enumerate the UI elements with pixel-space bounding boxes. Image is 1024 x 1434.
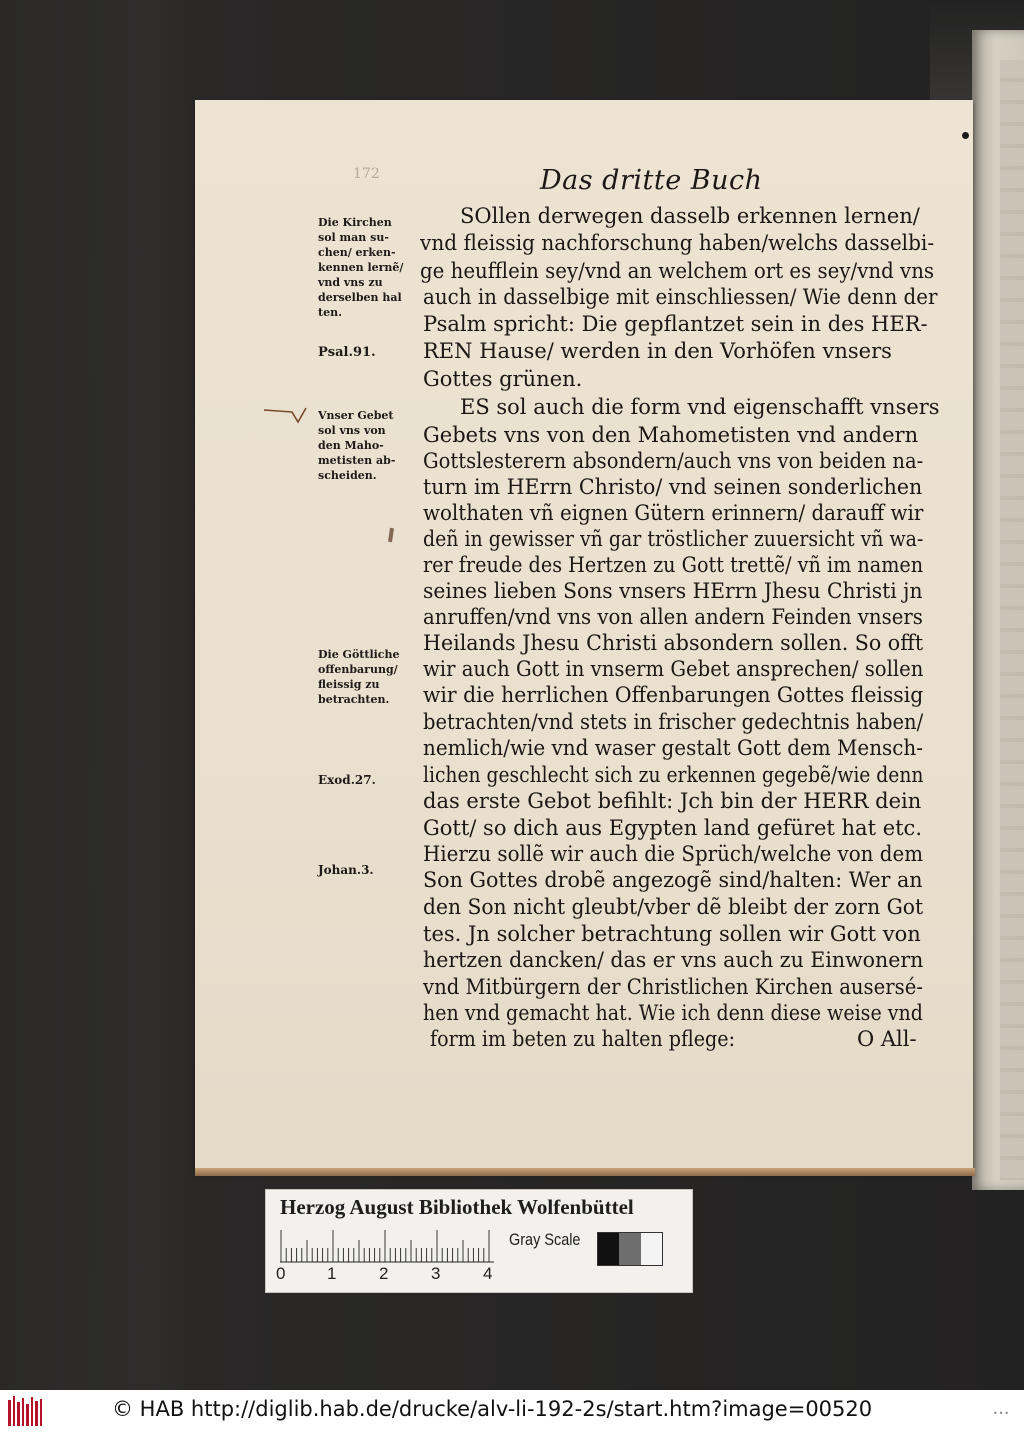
margin-note-line: Die Göttliche <box>318 648 400 661</box>
margin-note-line: kennen lernẽ/ <box>318 261 404 274</box>
pen-check-icon <box>262 402 320 426</box>
gray-patch-light <box>641 1233 662 1265</box>
body-line: vnd Mitbürgern der Christlichen Kirchen ausersé- <box>423 975 923 999</box>
body-line: ge heufflein sey/vnd an welchem ort es sey/vnd vns <box>420 259 935 283</box>
ruler-number: 4 <box>483 1264 493 1283</box>
margin-note-line: betrachten. <box>318 693 390 706</box>
margin-note-line: chen/ erken- <box>318 246 396 259</box>
body-line: lichen geschlecht sich zu erkennen gegebẽ/wie denn <box>423 763 924 787</box>
body-line: vnd fleissig nachforschung haben/welchs dasselbi- <box>420 231 935 255</box>
margin-note-line: scheiden. <box>318 469 377 482</box>
hab-barcode-logo-icon <box>6 1394 46 1430</box>
margin-note-line: den Maho- <box>318 439 384 452</box>
margin-note-line: fleissig zu <box>318 678 380 691</box>
gray-patch-mid <box>619 1233 640 1265</box>
gray-scale-label: Gray Scale <box>509 1230 581 1249</box>
body-line: form im beten zu halten pflege: <box>430 1027 736 1051</box>
body-line: wolthaten vñ eignen Gütern erinnern/ darauff wir <box>423 501 924 525</box>
gray-patch-dark <box>598 1233 619 1265</box>
folio-number: 172 <box>353 166 380 182</box>
body-line: turn im HErrn Christo/ vnd seinen sonderlichen <box>423 475 923 499</box>
body-line: betrachten/vnd stets in frischer gedechtnis haben/ <box>423 710 924 734</box>
body-line: wir die herrlichen Offenbarungen Gottes fleissig <box>423 683 924 707</box>
margin-note-line: sol man su- <box>318 231 389 244</box>
facing-page-text-strip <box>1000 60 1024 1180</box>
body-line: hertzen dancken/ das er vns auch zu Einwonern <box>423 948 924 972</box>
body-line: Heilands Jhesu Christi absondern sollen. So offt <box>423 631 924 655</box>
body-line: Gottslesterern absondern/auch vns von beiden na- <box>423 449 924 473</box>
body-line: ES sol auch die form vnd eigenschafft vnsers <box>460 395 940 419</box>
page-dot <box>962 132 969 139</box>
margin-note-line: Vnser Gebet <box>318 409 394 422</box>
body-line: O All- <box>857 1027 917 1051</box>
gray-scale-patches <box>597 1232 663 1266</box>
body-line: das erste Gebot befihlt: Jch bin der HERR dein <box>423 789 922 813</box>
body-line: Psalm spricht: Die gepflantzet sein in des HER- <box>423 312 928 336</box>
ruler-number: 0 <box>276 1264 286 1283</box>
body-line: anruffen/vnd vns von allen andern Feinden vnsers <box>423 605 923 629</box>
scale-card-title: Herzog August Bibliothek Wolfenbüttel <box>280 1195 634 1219</box>
body-line: tes. Jn solcher betrachtung sollen wir Gott von <box>423 922 921 946</box>
body-line: Gott/ so dich aus Egypten land gefüret hat etc. <box>423 816 922 840</box>
body-line: den Son nicht gleubt/vber dẽ bleibt der zorn Got <box>423 895 924 919</box>
body-line: hen vnd gemacht hat. Wie ich denn diese weise vnd <box>423 1001 923 1025</box>
margin-note-line: Exod.27. <box>318 773 376 787</box>
body-line: REN Hause/ werden in den Vorhöfen vnsers <box>423 339 892 363</box>
body-line: rer freude des Hertzen zu Gott trettẽ/ vñ im namen <box>423 553 924 577</box>
ruler-icon <box>280 1228 505 1264</box>
margin-note-line: offenbarung/ <box>318 663 398 676</box>
color-scale-card <box>265 1189 693 1293</box>
body-line: wir auch Gott in vnserm Gebet ansprechen/ sollen <box>423 657 924 681</box>
ruler-number: 1 <box>327 1264 337 1283</box>
body-line: Gebets vns von den Mahometisten vnd andern <box>423 423 919 447</box>
margin-note-line: metisten ab- <box>318 454 396 467</box>
running-head: Das dritte Buch <box>540 165 763 196</box>
margin-note-line: ten. <box>318 306 342 319</box>
body-line: Son Gottes drobẽ angezogẽ sind/halten: Wer an <box>423 868 923 892</box>
footer-menu-dots-icon[interactable]: ••• <box>992 1409 1010 1418</box>
body-line: Gottes grünen. <box>423 367 583 391</box>
body-line: Hierzu sollẽ wir auch die Sprüch/welche von dem <box>423 842 924 866</box>
margin-note-line: Die Kirchen <box>318 216 392 229</box>
margin-note-line: derselben hal <box>318 291 402 304</box>
body-line: auch in dasselbige mit einschliessen/ Wie denn der <box>423 285 938 309</box>
ruler-number: 2 <box>379 1264 389 1283</box>
margin-note-line: vnd vns zu <box>318 276 383 289</box>
footer-bar <box>0 1390 1024 1434</box>
body-line: deñ in gewisser vñ gar tröstlicher zuuersicht vñ wa- <box>423 527 924 551</box>
margin-note-line: Johan.3. <box>318 863 374 877</box>
body-line: nemlich/wie vnd waser gestalt Gott dem Mensch- <box>423 736 923 760</box>
margin-note-line: Psal.91. <box>318 345 376 360</box>
page-bottom-edge <box>195 1168 975 1176</box>
body-line: seines lieben Sons vnsers HErrn Jhesu Christi jn <box>423 579 923 603</box>
ruler-number: 3 <box>431 1264 441 1283</box>
margin-note-line: sol vns von <box>318 424 386 437</box>
body-line: SOllen derwegen dasselb erkennen lernen/ <box>460 204 920 228</box>
footer-copyright-link[interactable]: © HAB http://diglib.hab.de/drucke/alv-li-192-2s/start.htm?image=00520 <box>112 1397 873 1421</box>
